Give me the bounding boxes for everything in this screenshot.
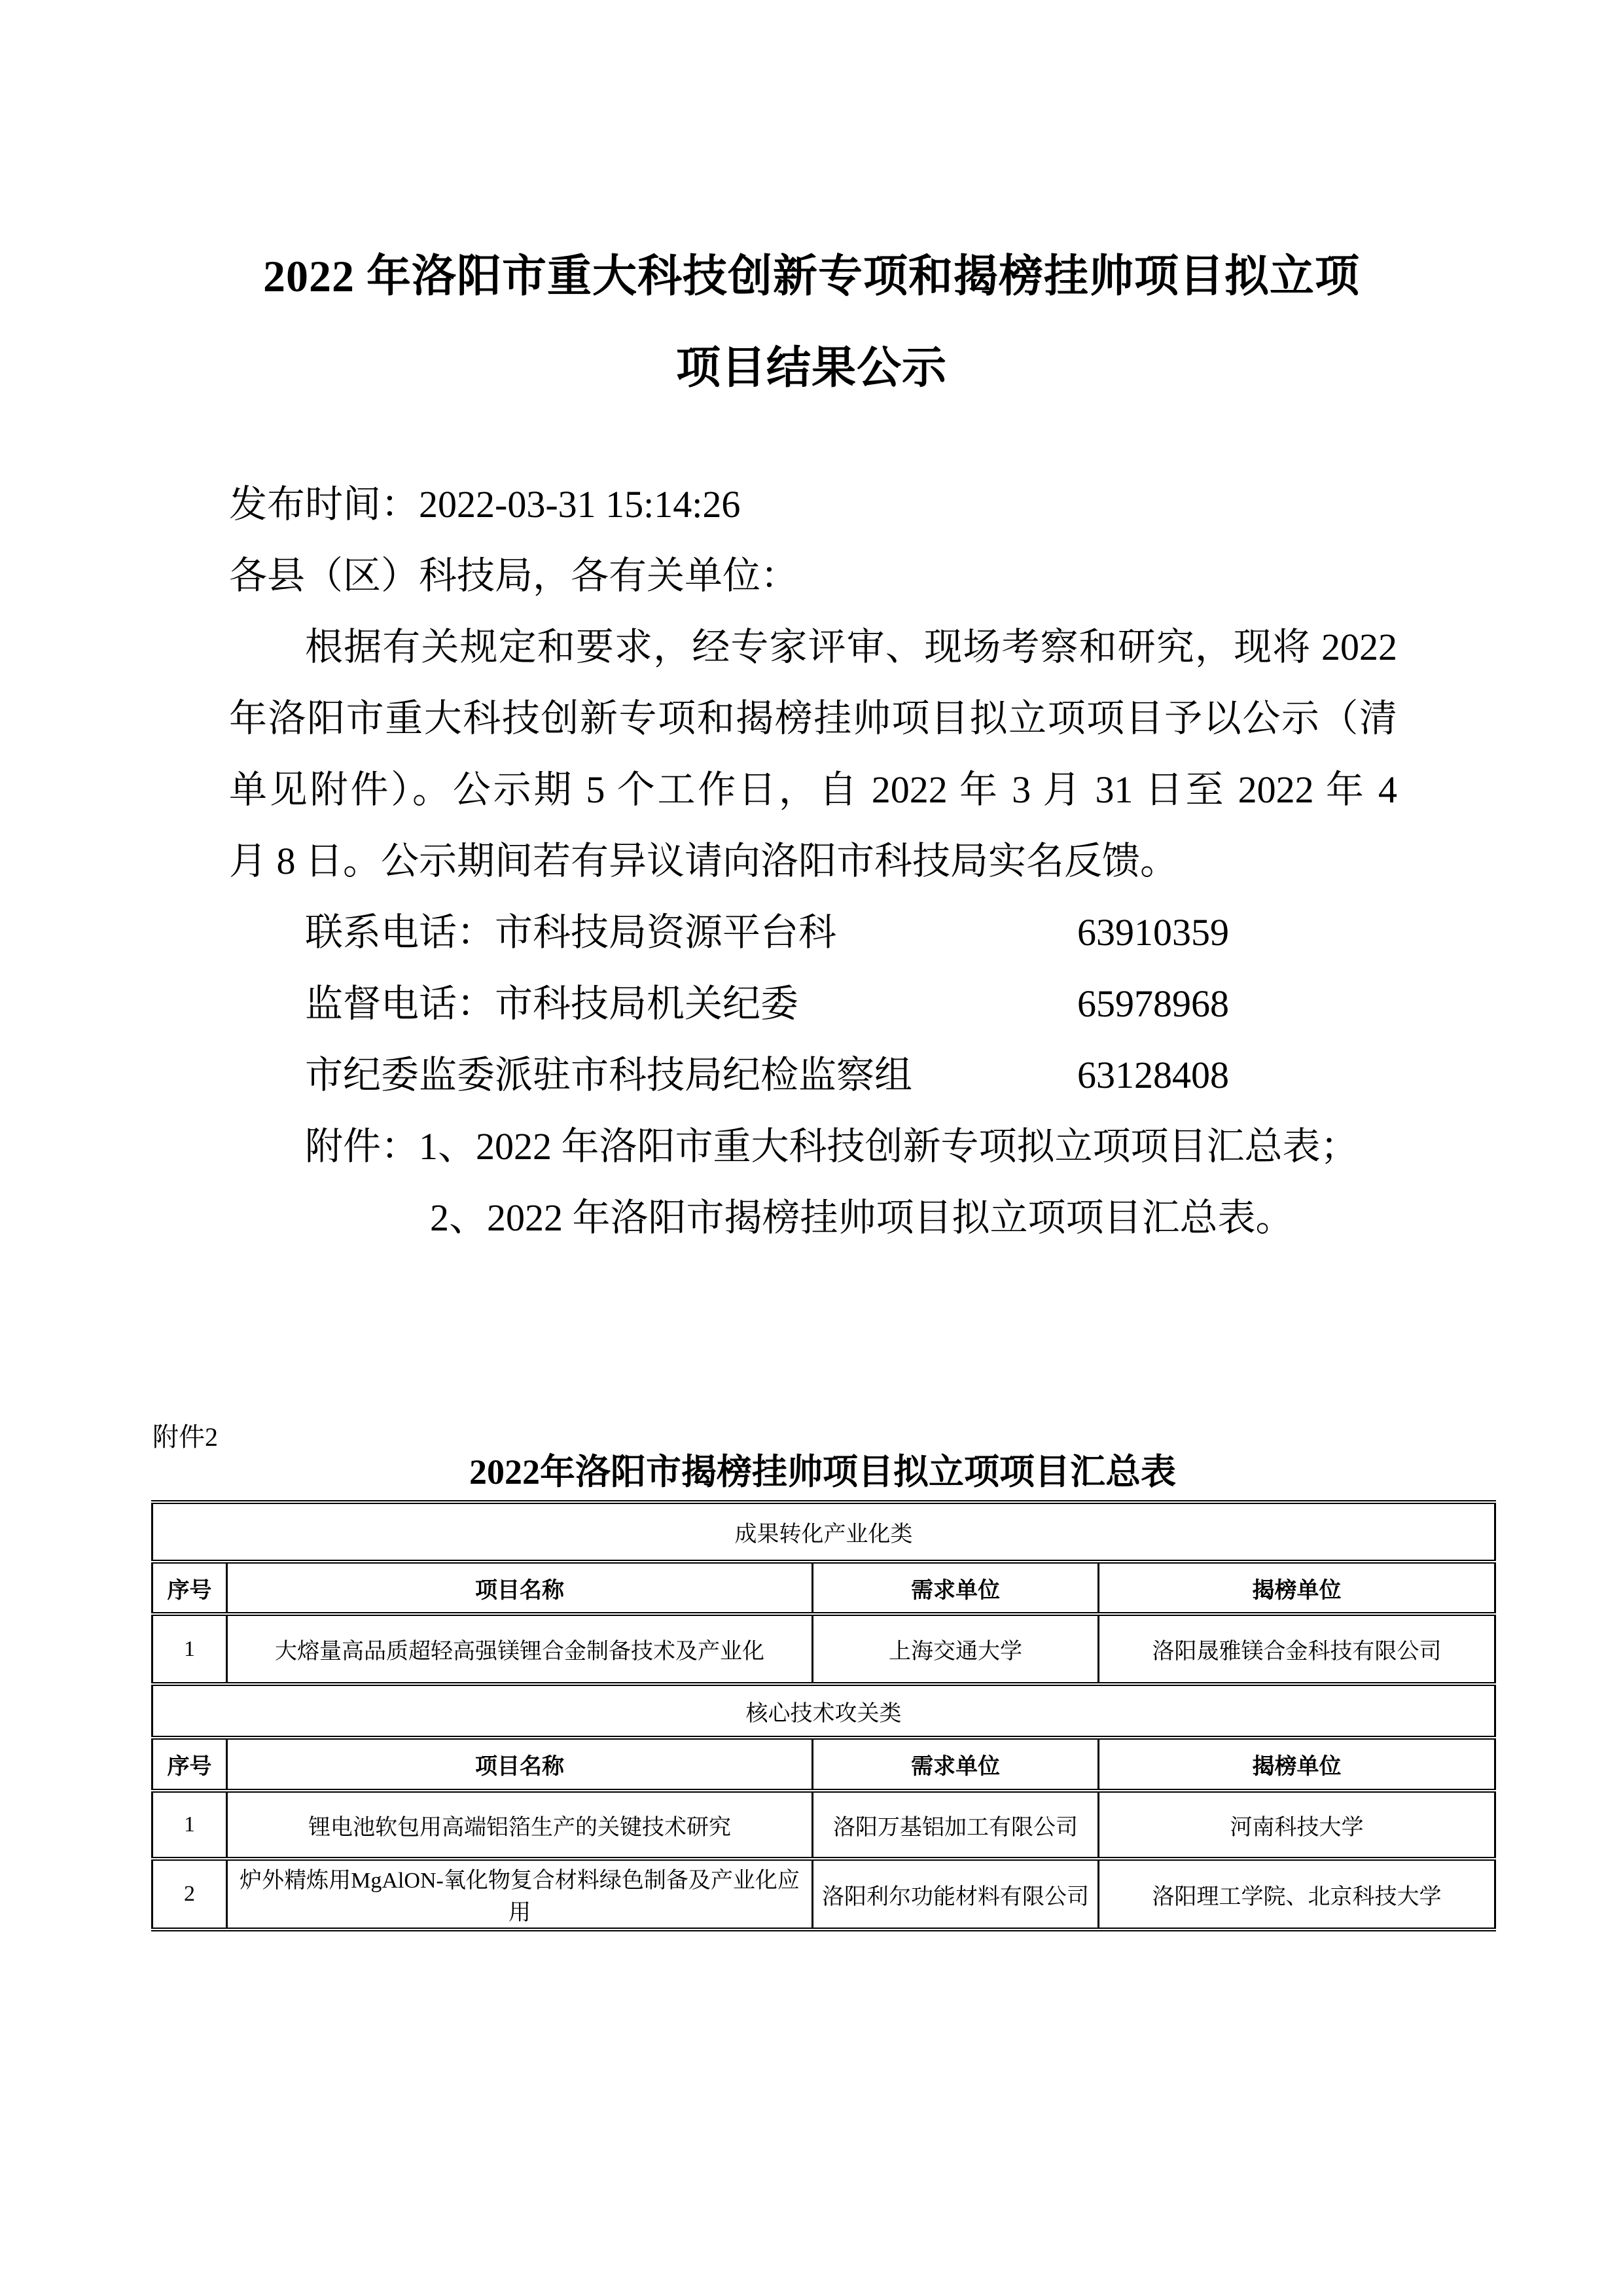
contact-phone: 63128408 — [1077, 1054, 1229, 1096]
cell-project-name: 炉外精炼用MgAlON-氧化物复合材料绿色制备及产业化应用 — [227, 1859, 813, 1929]
paragraph-line: 根据有关规定和要求，经专家评审、现场考察和研究，现将 2022 — [305, 626, 1397, 668]
cell-no: 1 — [152, 1791, 227, 1859]
column-header-project: 项目名称 — [227, 1562, 813, 1614]
table-section-row — [152, 1502, 1495, 1562]
contact-label: 监督电话：市科技局机关纪委 — [305, 982, 799, 1025]
salutation-line: 各县（区）科技局，各有关单位： — [229, 554, 799, 597]
cell-winner: 洛阳晟雅镁合金科技有限公司 — [1099, 1614, 1495, 1684]
cell-no: 1 — [152, 1614, 227, 1684]
contact-phone: 63910359 — [1077, 911, 1229, 954]
document-title-line2: 项目结果公示 — [675, 343, 947, 393]
paragraph-line: 单见附件）。公示期 5 个工作日，自 2022 年 3 月 31 日至 2022 年 4 — [229, 768, 1397, 811]
table-header-row — [152, 1562, 1495, 1614]
attachment2-table-title: 2022年洛阳市揭榜挂帅项目拟立项项目汇总表 — [469, 1452, 1176, 1492]
section-label: 核心技术攻关类 — [152, 1684, 1495, 1738]
contact-line — [229, 1039, 1397, 1111]
contact-line — [229, 897, 1397, 968]
table-data-row — [152, 1791, 1495, 1859]
document-title — [0, 230, 1623, 414]
attachments-line: 2、2022 年洛阳市揭榜挂帅项目拟立项项目汇总表。 — [430, 1196, 1294, 1239]
cell-demander: 洛阳利尔功能材料有限公司 — [813, 1859, 1099, 1929]
column-header-demander: 需求单位 — [813, 1562, 1099, 1614]
cell-winner: 洛阳理工学院、北京科技大学 — [1099, 1859, 1495, 1929]
contact-label: 联系电话：市科技局资源平台科 — [305, 911, 837, 954]
attachment2-label: 附件2 — [152, 1422, 218, 1452]
paragraph-line: 月 8 日。公示期间若有异议请向洛阳市科技局实名反馈。 — [229, 840, 1179, 882]
column-header-project: 项目名称 — [227, 1738, 813, 1791]
document-body — [229, 469, 1397, 1253]
cell-demander: 上海交通大学 — [813, 1614, 1099, 1684]
paragraph-line: 年洛阳市重大科技创新专项和揭榜挂帅项目拟立项项目予以公示（清 — [229, 697, 1397, 740]
cell-winner: 河南科技大学 — [1099, 1791, 1495, 1859]
contact-line — [229, 968, 1397, 1039]
column-header-winner: 揭榜单位 — [1099, 1562, 1495, 1614]
cell-project-name: 锂电池软包用高端铝箔生产的关键技术研究 — [227, 1791, 813, 1859]
column-header-no: 序号 — [152, 1738, 227, 1791]
cell-no: 2 — [152, 1859, 227, 1929]
cell-project-name: 大熔量高品质超轻高强镁锂合金制备技术及产业化 — [227, 1614, 813, 1684]
contact-phone: 65978968 — [1077, 982, 1229, 1025]
column-header-winner: 揭榜单位 — [1099, 1738, 1495, 1791]
table-data-row — [152, 1614, 1495, 1684]
table-section-row — [152, 1684, 1495, 1738]
section-label: 成果转化产业化类 — [152, 1502, 1495, 1562]
document-title-line1: 2022 年洛阳市重大科技创新专项和揭榜挂帅项目拟立项 — [262, 251, 1360, 301]
attachments-line: 附件：1、2022 年洛阳市重大科技创新专项拟立项项目汇总表； — [305, 1125, 1359, 1168]
project-summary-table — [151, 1500, 1496, 1931]
publish-time-line: 发布时间：2022-03-31 15:14:26 — [229, 483, 741, 526]
cell-demander: 洛阳万基铝加工有限公司 — [813, 1791, 1099, 1859]
table-data-row — [152, 1859, 1495, 1929]
column-header-no: 序号 — [152, 1562, 227, 1614]
column-header-demander: 需求单位 — [813, 1738, 1099, 1791]
contact-label: 市纪委监委派驻市科技局纪检监察组 — [305, 1054, 913, 1096]
table-header-row — [152, 1738, 1495, 1791]
